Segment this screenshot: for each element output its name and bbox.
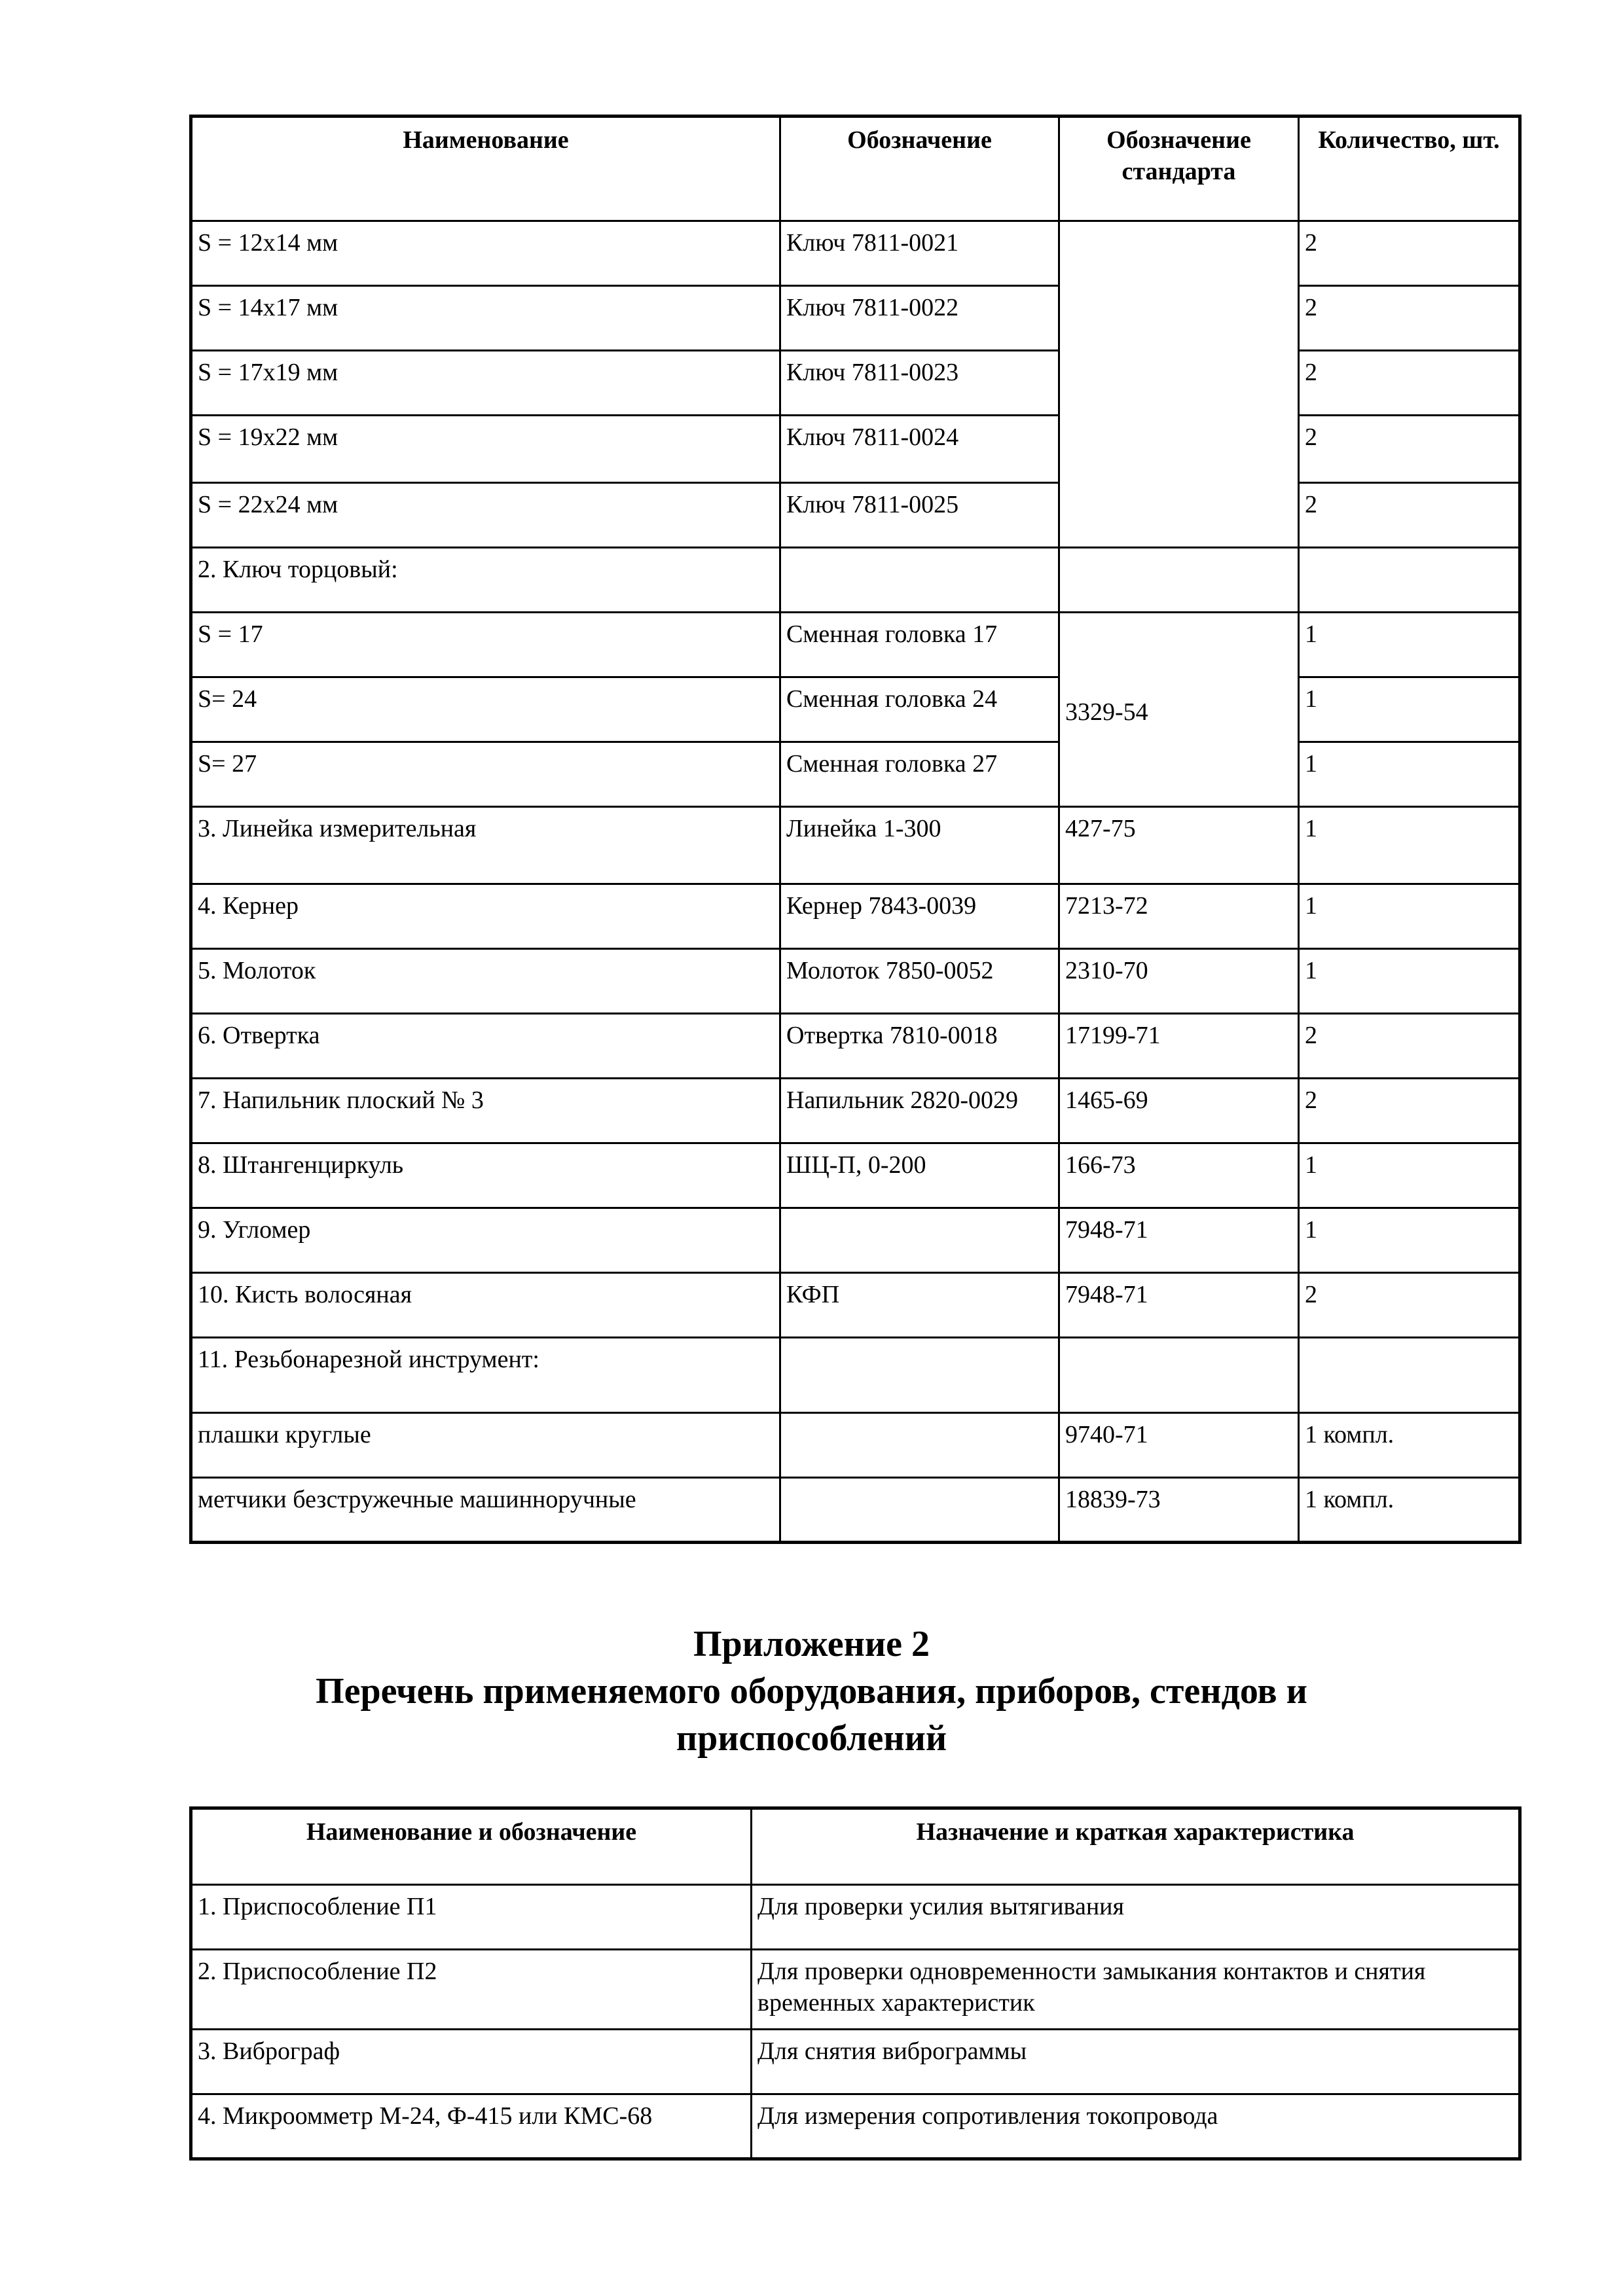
tools-table xyxy=(189,115,1522,1544)
cell-qty: 2 xyxy=(1299,1079,1520,1143)
cell-standard: 166-73 xyxy=(1059,1143,1299,1208)
cell-designation: Кернер 7843-0039 xyxy=(780,884,1059,949)
cell-designation: Молоток 7850-0052 xyxy=(780,949,1059,1014)
cell-designation: Сменная головка 24 xyxy=(780,677,1059,742)
cell-designation xyxy=(780,1413,1059,1478)
cell-standard-merged xyxy=(1059,221,1299,548)
cell-designation: Ключ 7811-0021 xyxy=(780,221,1059,286)
cell-purpose: Для снятия виброграммы xyxy=(752,2030,1520,2094)
cell-qty: 1 xyxy=(1299,1208,1520,1273)
appendix-heading: Приложение 2 xyxy=(693,1624,930,1664)
cell-qty: 1 xyxy=(1299,949,1520,1014)
cell-name: S = 12x14 мм xyxy=(191,221,780,286)
table-row xyxy=(191,1273,1520,1338)
cell-standard-merged: 3329-54 xyxy=(1059,613,1299,807)
table-row xyxy=(191,286,1520,351)
cell-name: 6. Отвертка xyxy=(191,1014,780,1079)
cell-designation: КФП xyxy=(780,1273,1059,1338)
table-row xyxy=(191,677,1520,742)
cell-standard: 1465-69 xyxy=(1059,1079,1299,1143)
cell-designation xyxy=(780,1208,1059,1273)
table-row xyxy=(191,1338,1520,1413)
cell-name: S = 22x24 мм xyxy=(191,483,780,548)
table-row xyxy=(191,807,1520,884)
cell-standard: 7948-71 xyxy=(1059,1208,1299,1273)
table-row xyxy=(191,1208,1520,1273)
cell-purpose: Для проверки одновременности замыкания контактов и снятия временных характеристик xyxy=(752,1950,1520,2030)
header-purpose: Назначение и краткая характеристика xyxy=(752,1808,1520,1885)
cell-name: 7. Напильник плоский № 3 xyxy=(191,1079,780,1143)
cell-qty: 1 xyxy=(1299,1143,1520,1208)
cell-name: S= 27 xyxy=(191,742,780,807)
cell-qty: 1 компл. xyxy=(1299,1478,1520,1543)
cell-qty: 2 xyxy=(1299,1014,1520,1079)
cell-name: S = 19x22 мм xyxy=(191,416,780,483)
table-row xyxy=(191,884,1520,949)
table-row xyxy=(191,2094,1520,2159)
cell-qty: 2 xyxy=(1299,351,1520,416)
header-standard: Обозначение стандарта xyxy=(1059,117,1299,221)
cell-designation: Напильник 2820-0029 xyxy=(780,1079,1059,1143)
table-row xyxy=(191,351,1520,416)
header-name: Наименование xyxy=(191,117,780,221)
cell-name: 11. Резьбонарезной инструмент: xyxy=(191,1338,780,1413)
cell-qty: 1 xyxy=(1299,677,1520,742)
cell-qty: 1 xyxy=(1299,613,1520,677)
cell-designation xyxy=(780,1338,1059,1413)
cell-designation: ШЦ-П, 0-200 xyxy=(780,1143,1059,1208)
cell-designation xyxy=(780,548,1059,613)
cell-standard: 2310-70 xyxy=(1059,949,1299,1014)
table-row xyxy=(191,221,1520,286)
cell-standard: 427-75 xyxy=(1059,807,1299,884)
cell-qty: 2 xyxy=(1299,483,1520,548)
cell-name: плашки круглые xyxy=(191,1413,780,1478)
cell-standard xyxy=(1059,548,1299,613)
cell-standard: 17199-71 xyxy=(1059,1014,1299,1079)
table-row xyxy=(191,742,1520,807)
cell-designation: Ключ 7811-0025 xyxy=(780,483,1059,548)
cell-name: 2. Приспособление П2 xyxy=(191,1950,752,2030)
cell-name: 4. Кернер xyxy=(191,884,780,949)
equipment-table xyxy=(189,1806,1522,2161)
cell-name: 1. Приспособление П1 xyxy=(191,1885,752,1950)
header-name-designation: Наименование и обозначение xyxy=(191,1808,752,1885)
table-row xyxy=(191,1143,1520,1208)
cell-standard: 18839-73 xyxy=(1059,1478,1299,1543)
header-designation: Обозначение xyxy=(780,117,1059,221)
cell-designation: Ключ 7811-0022 xyxy=(780,286,1059,351)
cell-qty xyxy=(1299,1338,1520,1413)
cell-designation: Линейка 1-300 xyxy=(780,807,1059,884)
cell-name: S = 14x17 мм xyxy=(191,286,780,351)
table-header-row xyxy=(191,1808,1520,1885)
cell-standard: 9740-71 xyxy=(1059,1413,1299,1478)
cell-name: 3. Виброграф xyxy=(191,2030,752,2094)
cell-purpose: Для проверки усилия вытягивания xyxy=(752,1885,1520,1950)
table-row xyxy=(191,416,1520,483)
cell-name: S = 17x19 мм xyxy=(191,351,780,416)
cell-qty: 2 xyxy=(1299,416,1520,483)
cell-name: 4. Микроомметр М-24, Ф-415 или КМС-68 xyxy=(191,2094,752,2159)
header-quantity: Количество, шт. xyxy=(1299,117,1520,221)
cell-name: 3. Линейка измерительная xyxy=(191,807,780,884)
table-row xyxy=(191,949,1520,1014)
table-row xyxy=(191,483,1520,548)
table-row xyxy=(191,613,1520,677)
cell-name: S = 17 xyxy=(191,613,780,677)
cell-qty xyxy=(1299,548,1520,613)
cell-designation: Сменная головка 17 xyxy=(780,613,1059,677)
cell-purpose: Для измерения сопротивления токопровода xyxy=(752,2094,1520,2159)
cell-designation: Ключ 7811-0023 xyxy=(780,351,1059,416)
cell-name: 9. Угломер xyxy=(191,1208,780,1273)
cell-designation: Отвертка 7810-0018 xyxy=(780,1014,1059,1079)
table-row xyxy=(191,1478,1520,1543)
table-row xyxy=(191,1413,1520,1478)
appendix-subtitle-line1: Перечень применяемого оборудования, приборов, стендов и xyxy=(316,1671,1307,1712)
table-row xyxy=(191,1950,1520,2030)
table-header-row xyxy=(191,117,1520,221)
table-row xyxy=(191,1014,1520,1079)
cell-name: 8. Штангенциркуль xyxy=(191,1143,780,1208)
cell-designation: Ключ 7811-0024 xyxy=(780,416,1059,483)
cell-qty: 1 xyxy=(1299,807,1520,884)
cell-designation xyxy=(780,1478,1059,1543)
appendix-subtitle-line2: приспособлений xyxy=(676,1718,947,1759)
table-row xyxy=(191,1079,1520,1143)
cell-name: 10. Кисть волосяная xyxy=(191,1273,780,1338)
cell-name: метчики безстружечные машинноручные xyxy=(191,1478,780,1543)
cell-standard: 7213-72 xyxy=(1059,884,1299,949)
cell-qty: 1 xyxy=(1299,742,1520,807)
cell-qty: 1 xyxy=(1299,884,1520,949)
cell-qty: 2 xyxy=(1299,1273,1520,1338)
cell-name: S= 24 xyxy=(191,677,780,742)
cell-name: 5. Молоток xyxy=(191,949,780,1014)
cell-designation: Сменная головка 27 xyxy=(780,742,1059,807)
cell-qty: 1 компл. xyxy=(1299,1413,1520,1478)
cell-qty: 2 xyxy=(1299,221,1520,286)
table-row xyxy=(191,1885,1520,1950)
table-row xyxy=(191,548,1520,613)
table-row xyxy=(191,2030,1520,2094)
cell-standard xyxy=(1059,1338,1299,1413)
cell-qty: 2 xyxy=(1299,286,1520,351)
cell-name: 2. Ключ торцовый: xyxy=(191,548,780,613)
cell-standard: 7948-71 xyxy=(1059,1273,1299,1338)
